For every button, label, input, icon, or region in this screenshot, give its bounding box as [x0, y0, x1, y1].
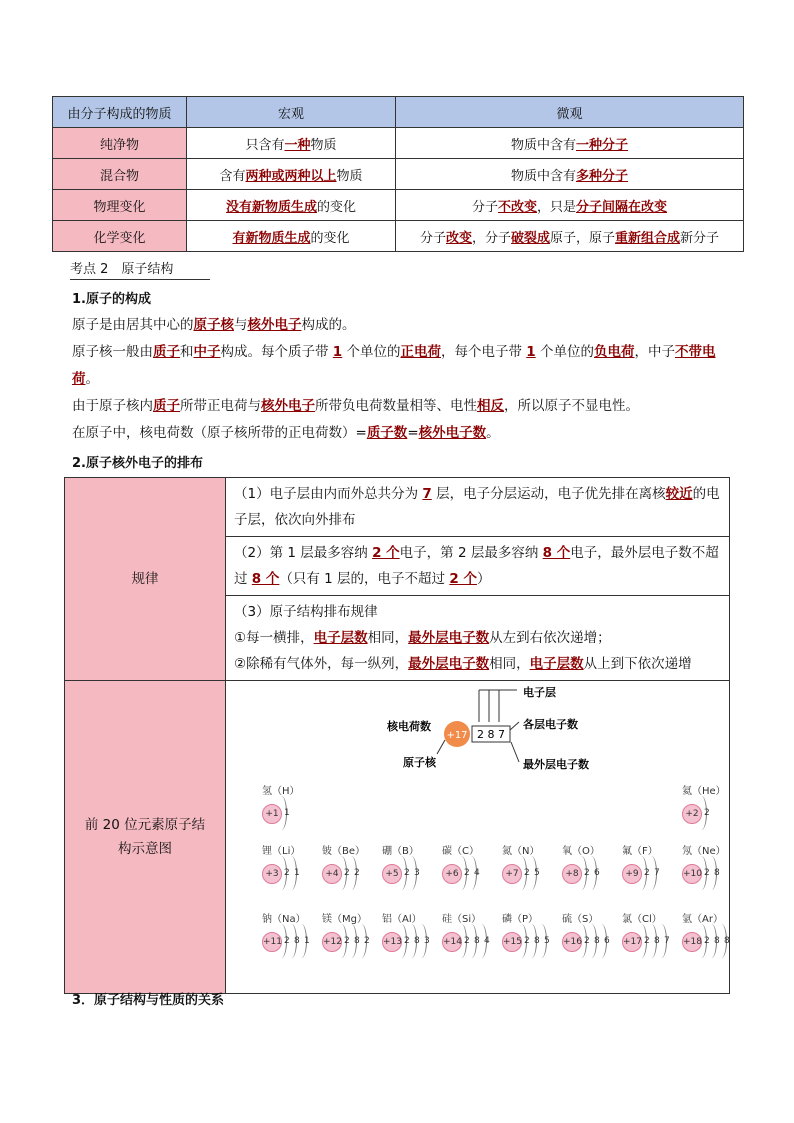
text-run: ） [476, 571, 491, 587]
text-run: = [407, 425, 419, 441]
shell-electron-count: 2 [704, 868, 710, 878]
section3-title: 3．原子结构与性质的关系 [72, 993, 225, 1008]
answer-underline: 核外电子 [261, 398, 315, 414]
answer-underline: 原子核 [193, 317, 234, 333]
text-run: 和 [180, 344, 194, 360]
macro-cell [187, 128, 396, 159]
atom-nucleus: +5 [382, 864, 402, 884]
shell-electron-count: 2 [404, 868, 410, 878]
rule-1 [226, 478, 730, 537]
atom-nucleus: +18 [682, 932, 702, 952]
shell-electron-count: 8 [714, 936, 720, 946]
row-label: 纯净物 [53, 128, 187, 159]
text-run: 从上到下依次递增 [583, 656, 692, 672]
shell-electron-count: 4 [474, 868, 480, 878]
shell-electron-count: 3 [414, 868, 420, 878]
legend-electron-layer: 电子层 [523, 686, 556, 699]
rule-line [234, 625, 721, 651]
atom-nucleus: +11 [262, 932, 282, 952]
atom-nucleus: +14 [442, 932, 462, 952]
text-run: （只有 1 层的，电子不超过 [279, 571, 450, 587]
text-run: ，每个电子带 [441, 344, 527, 360]
rule-line [234, 599, 721, 625]
header-macro: 宏观 [187, 97, 396, 128]
answer-underline: 8 个 [542, 545, 571, 561]
table-row [53, 190, 744, 221]
shell-electron-count: 2 [524, 868, 530, 878]
atom-nucleus: +12 [322, 932, 342, 952]
answer-underline: 改变 [445, 230, 472, 246]
legend-nucleus-line [437, 740, 445, 754]
answer-underline: 有新物质生成 [232, 230, 311, 246]
text-run: 电子，第 2 层最多容纳 [399, 545, 543, 561]
macro-cell [187, 190, 396, 221]
text-run: 从左到右依次递增； [489, 630, 611, 646]
text-run: 个单位的 [342, 344, 401, 360]
text-run: 所带正电荷与 [180, 398, 261, 414]
text-run: 物质 [310, 137, 337, 153]
shell-electron-count: 2 [344, 868, 350, 878]
atom-name: 氦（He） [682, 786, 726, 797]
header-substance: 由分子构成的物质 [53, 97, 187, 128]
text-run: 分子 [419, 230, 446, 246]
atom-name: 硼（B） [382, 846, 419, 857]
rule-3 [226, 596, 730, 681]
answer-underline: 8 个 [251, 571, 280, 587]
text-run: 分子 [471, 199, 498, 215]
legend-nuclear-charge: 核电荷数 [387, 720, 431, 733]
answer-underline: 电子层数 [529, 656, 584, 672]
kaodian-heading: 考点 2 原子结构 [70, 258, 210, 280]
text-run: 物质中含有 [510, 137, 576, 153]
diagram-label: 前 20 位元素原子结构示意图 [65, 681, 226, 994]
legend-svg [227, 682, 757, 782]
atom-nucleus: +2 [682, 804, 702, 824]
text-run: ，只是 [537, 199, 577, 215]
answer-underline: 2 个 [372, 545, 400, 561]
table-row [53, 128, 744, 159]
electron-table [64, 477, 730, 994]
text-run: 由于原子核内 [72, 398, 153, 414]
atom-name: 铍（Be） [322, 846, 366, 857]
text-run: 所带负电荷数量相等、电性 [315, 398, 477, 414]
atom-nucleus: +6 [442, 864, 462, 884]
atom-name: 氮（N） [502, 846, 540, 857]
answer-underline: 一种分子 [576, 137, 629, 153]
shell-electron-count: 2 [364, 936, 370, 946]
legend-nucleus-charge: +17 [446, 730, 468, 741]
answer-underline: 一种 [284, 137, 311, 153]
table-row [53, 221, 744, 252]
atom-name: 镁（Mg） [322, 914, 367, 925]
text-run: 物质中含有 [510, 168, 576, 184]
rule-label: 规律 [65, 478, 226, 681]
shell-electron-count: 7 [654, 868, 660, 878]
atom-nucleus: +9 [622, 864, 642, 884]
shell-electron-count: 8 [474, 936, 480, 946]
shell-electron-count: 8 [654, 936, 660, 946]
shell-electron-count: 1 [284, 808, 290, 818]
shell-electron-count: 2 [284, 936, 290, 946]
shell-electron-count: 6 [594, 868, 600, 878]
answer-underline: 不带电荷 [72, 344, 716, 387]
text-run: ，中子 [634, 344, 675, 360]
atom-nucleus: +8 [562, 864, 582, 884]
shell-electron-count: 2 [704, 808, 710, 818]
answer-underline: 1 [526, 344, 536, 360]
text-run: ，所以原子不显电性。 [504, 398, 639, 414]
text-run: （3）原子结构排布规律 [234, 604, 378, 620]
atom-nucleus: +15 [502, 932, 522, 952]
atom-name: 铝（Al） [382, 914, 422, 925]
answer-underline: 2 个 [449, 571, 477, 587]
text-run: 层，电子分层运动，电子优先排在离核 [431, 486, 666, 502]
shell-electron-count: 8 [354, 936, 360, 946]
atom-nucleus: +4 [322, 864, 342, 884]
micro-cell [396, 190, 744, 221]
shell-electron-count: 8 [294, 936, 300, 946]
text-run: 只含有 [245, 137, 285, 153]
atom-name: 磷（P） [502, 914, 539, 925]
shell-electron-count: 8 [724, 936, 730, 946]
atom-name: 氧（O） [562, 846, 600, 857]
answer-underline: 破裂成 [510, 230, 550, 246]
answer-underline: 7 [422, 486, 432, 502]
atom-nucleus: +16 [562, 932, 582, 952]
legend-nucleus: 原子核 [403, 756, 436, 769]
text-run: 。 [486, 425, 500, 441]
macro-cell [187, 159, 396, 190]
shell-electron-count: 8 [414, 936, 420, 946]
shell-electron-count: 8 [714, 868, 720, 878]
row-label: 混合物 [53, 159, 187, 190]
atom-diagram [227, 682, 728, 992]
shell-electron-count: 1 [304, 936, 310, 946]
shell-electron-count: 2 [464, 936, 470, 946]
answer-underline: 不改变 [497, 199, 537, 215]
text-run: 个单位的 [535, 344, 594, 360]
text-run: 物质 [336, 168, 363, 184]
answer-underline: 没有新物质生成 [225, 199, 317, 215]
answer-underline: 质子 [153, 398, 180, 414]
atom-nucleus: +1 [262, 804, 282, 824]
header-micro: 微观 [396, 97, 744, 128]
micro-cell [396, 159, 744, 190]
section1-title: 1.原子的构成 [72, 292, 151, 307]
text-run: 在原子中，核电荷数（原子核所带的正电荷数）= [72, 425, 367, 441]
atom-nucleus: +17 [622, 932, 642, 952]
answer-underline: 1 [332, 344, 343, 360]
answer-underline: 正电荷 [400, 344, 441, 360]
atom-name: 氢（H） [262, 786, 300, 797]
atom-name: 碳（C） [442, 846, 479, 857]
section2-title: 2.原子核外电子的排布 [72, 456, 203, 471]
shell-electron-count: 6 [604, 936, 610, 946]
paragraph [72, 420, 732, 447]
text-run: 含有 [219, 168, 246, 184]
shell-electron-count: 5 [544, 936, 550, 946]
answer-underline: 质子 [153, 344, 180, 360]
shell-electron-count: 3 [424, 936, 430, 946]
shell-electron-count: 2 [584, 936, 590, 946]
shell-electron-count: 2 [344, 936, 350, 946]
shell-electron-count: 2 [644, 868, 650, 878]
atom-name: 钠（Na） [262, 914, 306, 925]
answer-underline: 电子层数 [313, 630, 368, 646]
legend-layer-line [510, 722, 519, 730]
text-run: 相同， [489, 656, 530, 672]
text-run: 电子，最外层电子数不超过 [234, 545, 719, 587]
text-run: ，分子 [471, 230, 511, 246]
legend-arrows [479, 690, 517, 722]
atom-name: 锂（Li） [262, 846, 301, 857]
molecule-table [52, 96, 744, 252]
text-run: 新分子 [680, 230, 720, 246]
shell-electron-count: 2 [584, 868, 590, 878]
text-run: 构成的。 [301, 317, 356, 333]
answer-underline: 多种分子 [576, 168, 629, 184]
answer-underline: 负电荷 [594, 344, 635, 360]
answer-underline: 相反 [477, 398, 504, 414]
atom-name: 硅（Si） [442, 914, 482, 925]
legend-layer-electrons: 各层电子数 [523, 718, 578, 731]
section1-body [72, 312, 732, 447]
paragraph [72, 339, 732, 393]
text-run: （2）第 1 层最多容纳 [234, 545, 373, 561]
shell-electron-count: 2 [464, 868, 470, 878]
text-run: 构成。每个质子带 [220, 344, 333, 360]
paragraph [72, 312, 732, 339]
shell-electron-count: 7 [664, 936, 670, 946]
atom-name: 氩（Ar） [682, 914, 723, 925]
text-run: （1）电子层由内而外总共分为 [234, 486, 423, 502]
answer-underline: 两种或两种以上 [245, 168, 337, 184]
shell-electron-count: 2 [644, 936, 650, 946]
row-label: 物理变化 [53, 190, 187, 221]
text-run: 与 [234, 317, 248, 333]
text-run: 原子是由居其中心的 [72, 317, 194, 333]
shell-electron-count: 2 [404, 936, 410, 946]
text-run: ②除稀有气体外，每一纵列， [234, 656, 409, 672]
micro-cell [396, 221, 744, 252]
rule-2 [226, 537, 730, 596]
text-run: 原子，原子 [550, 230, 616, 246]
answer-underline: 最外层电子数 [408, 630, 490, 646]
row-label: 化学变化 [53, 221, 187, 252]
atom-name: 氯（Cl） [622, 914, 662, 925]
answer-underline: 最外层电子数 [408, 656, 490, 672]
text-run: ①每一横排， [234, 630, 314, 646]
shell-electron-count: 4 [484, 936, 490, 946]
answer-underline: 核外电子数 [418, 425, 487, 441]
answer-underline: 重新组合成 [615, 230, 681, 246]
shell-electron-count: 2 [284, 868, 290, 878]
shell-electron-count: 2 [524, 936, 530, 946]
answer-underline: 质子数 [366, 425, 408, 441]
legend-outer-electrons: 最外层电子数 [523, 758, 589, 771]
paragraph [72, 393, 732, 420]
shell-electron-count: 2 [704, 936, 710, 946]
micro-cell [396, 128, 744, 159]
shell-electron-count: 2 [354, 868, 360, 878]
table-row [53, 159, 744, 190]
text-run: 。 [85, 371, 99, 387]
atom-nucleus: +7 [502, 864, 522, 884]
shell-electron-count: 8 [534, 936, 540, 946]
legend-layer-numbers: 2 8 7 [477, 728, 505, 741]
atom-nucleus: +13 [382, 932, 402, 952]
shell-electron-count: 8 [594, 936, 600, 946]
shell-electron-count: 1 [294, 868, 300, 878]
legend-outer-line [511, 742, 519, 762]
atom-nucleus: +10 [682, 864, 702, 884]
atom-name: 硫（S） [562, 914, 599, 925]
atom-name: 氖（Ne） [682, 846, 726, 857]
answer-underline: 核外电子 [247, 317, 302, 333]
rule-line [234, 651, 721, 677]
atom-name: 氟（F） [622, 846, 658, 857]
atom-diagram-cell [226, 681, 730, 994]
answer-underline: 分子间隔在改变 [576, 199, 668, 215]
atom-nucleus: +3 [262, 864, 282, 884]
text-run: 相同， [367, 630, 409, 646]
text-run: 的变化 [317, 199, 357, 215]
answer-underline: 中子 [193, 344, 221, 360]
text-run: 的变化 [310, 230, 350, 246]
text-run: 的电子层，依次向外排布 [234, 486, 720, 528]
macro-cell [187, 221, 396, 252]
text-run: 原子核一般由 [72, 344, 153, 360]
answer-underline: 较近 [665, 486, 693, 502]
shell-electron-count: 5 [534, 868, 540, 878]
